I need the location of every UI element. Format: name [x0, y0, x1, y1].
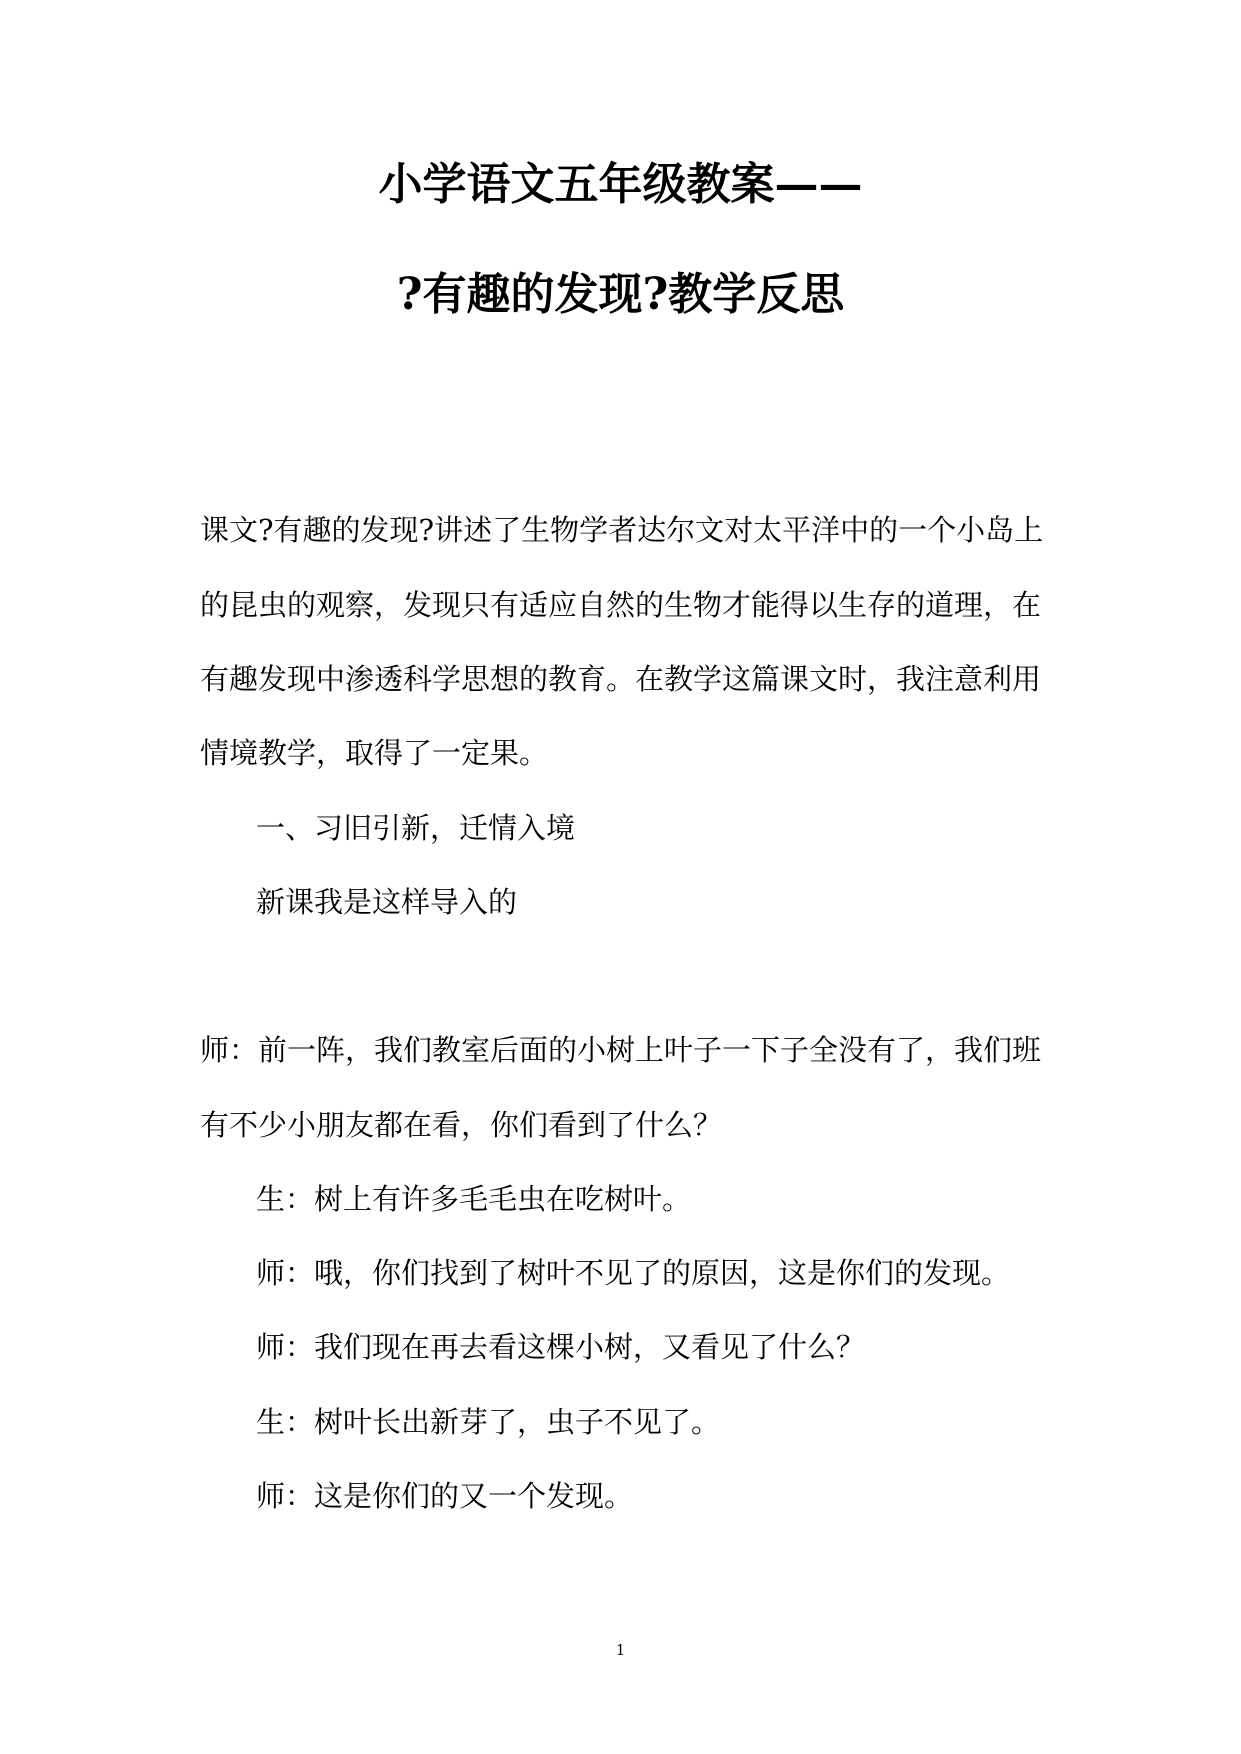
dialogue-line: 师：我们现在再去看这棵小树，又看见了什么？ [256, 1330, 866, 1364]
paragraph-line: 课文?有趣的发现?讲述了生物学者达尔文对太平洋中的一个小岛上 [200, 513, 1044, 547]
dialogue-line: 师：哦，你们找到了树叶不见了的原因，这是你们的发现。 [256, 1256, 1011, 1290]
page-number: 1 [615, 1641, 626, 1659]
document-title-line-2: ?有趣的发现?教学反思 [396, 269, 845, 320]
paragraph-line: 新课我是这样导入的 [256, 885, 518, 919]
dialogue-line: 有不少小朋友都在看，你们看到了什么？ [200, 1108, 723, 1142]
paragraph-line: 的昆虫的观察，发现只有适应自然的生物才能得以生存的道理，在 [200, 588, 1042, 622]
dialogue-line: 师：前一阵，我们教室后面的小树上叶子一下子全没有了，我们班 [200, 1033, 1042, 1067]
section-heading: 一、习旧引新，迁情入境 [256, 811, 576, 845]
dialogue-line: 生：树上有许多毛毛虫在吃树叶。 [256, 1182, 692, 1216]
dialogue-line: 生：树叶长出新芽了，虫子不见了。 [256, 1405, 721, 1439]
paragraph-line: 情境教学，取得了一定果。 [200, 736, 549, 770]
document-title-line-1: 小学语文五年级教案—— [378, 159, 863, 210]
dialogue-line: 师：这是你们的又一个发现。 [256, 1479, 634, 1513]
paragraph-line: 有趣发现中渗透科学思想的教育。在教学这篇课文时，我注意利用 [200, 662, 1042, 696]
